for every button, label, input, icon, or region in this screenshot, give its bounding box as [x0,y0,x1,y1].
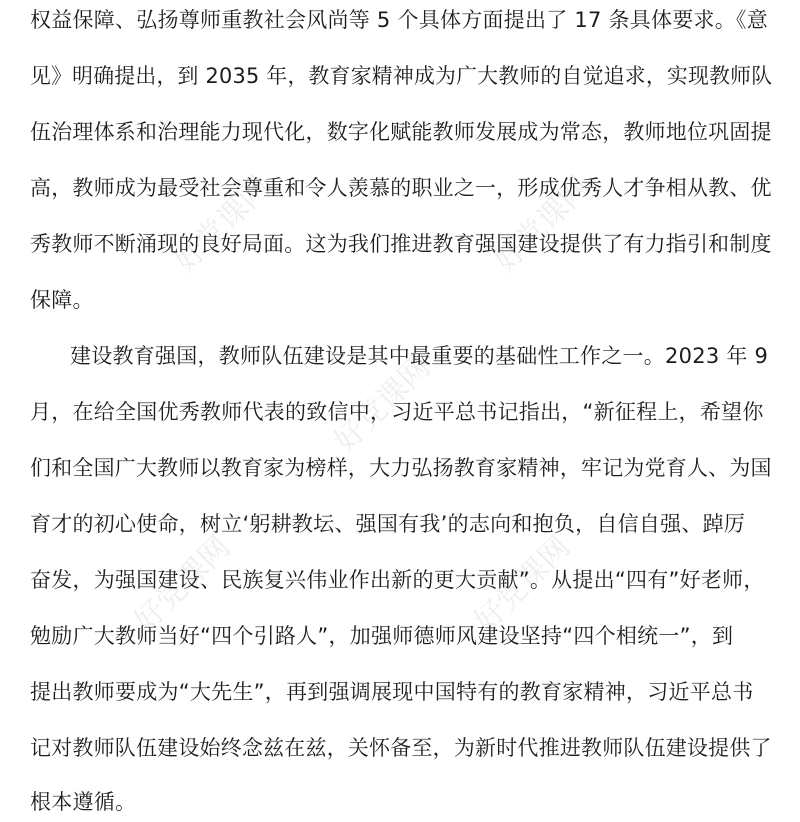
line-text: 伍治理体系和治理能力现代化，数字化赋能教师发展成为常态，教师地位巩固提 [30,120,772,144]
line-text: 见》明确提出，到 2035 年，教育家精神成为广大教师的自觉追求，实现教师队 [30,64,773,88]
paragraph-line [0,672,800,712]
paragraph-line [0,168,800,208]
paragraph-line [0,56,800,96]
line-text: 建设教育强国，教师队伍建设是其中最重要的基础性工作之一。2023 年 9 [70,344,769,368]
line-text: 们和全国广大教师以教育家为榜样，大力弘扬教育家精神，牢记为党育人、为国 [30,456,772,480]
paragraph-line [0,392,800,432]
line-text: 提出教师要成为“大先生”，再到强调展现中国特有的教育家精神，习近平总书 [30,680,754,704]
watermark: 好党课网 [167,169,278,280]
watermark: 好党课网 [327,349,438,460]
paragraph-line [0,616,800,656]
line-text: 记对教师队伍建设始终念兹在兹，关怀备至，为新时代推进教师队伍建设提供了 [30,736,772,760]
line-text: 月，在给全国优秀教师代表的致信中，习近平总书记指出，“新征程上，希望你 [30,400,764,424]
paragraph-line [0,782,800,822]
paragraph-line [0,728,800,768]
line-text: 保障。 [30,288,94,312]
line-text: 育才的初心使命，树立‘躬耕教坛、强国有我’的志向和抱负，自信自强、踔厉 [30,512,746,536]
paragraph-line [0,448,800,488]
line-text: 秀教师不断涌现的良好局面。这为我们推进教育强国建设提供了有力指引和制度 [30,232,772,256]
line-text: 高，教师成为最受社会尊重和令人羡慕的职业之一，形成优秀人才争相从教、优 [30,176,772,200]
watermark: 好党课网 [487,169,598,280]
line-text: 勉励广大教师当好“四个引路人”，加强师德师风建设坚持“四个相统一”，到 [30,624,734,648]
line-text: 奋发，为强国建设、民族复兴伟业作出新的更大贡献”。从提出“四有”好老师， [30,568,765,592]
line-text: 根本遵循。 [30,790,137,814]
line-text: 权益保障、弘扬尊师重教社会风尚等 5 个具体方面提出了 17 条具体要求。《意 [30,8,769,32]
watermark: 好党课网 [127,529,238,640]
paragraph-line [0,0,800,40]
watermark: 好党课网 [467,529,578,640]
paragraph-line [0,336,800,376]
paragraph-line [0,112,800,152]
paragraph-line [0,280,800,320]
paragraph-line [0,504,800,544]
paragraph-line [0,560,800,600]
paragraph-line [0,224,800,264]
